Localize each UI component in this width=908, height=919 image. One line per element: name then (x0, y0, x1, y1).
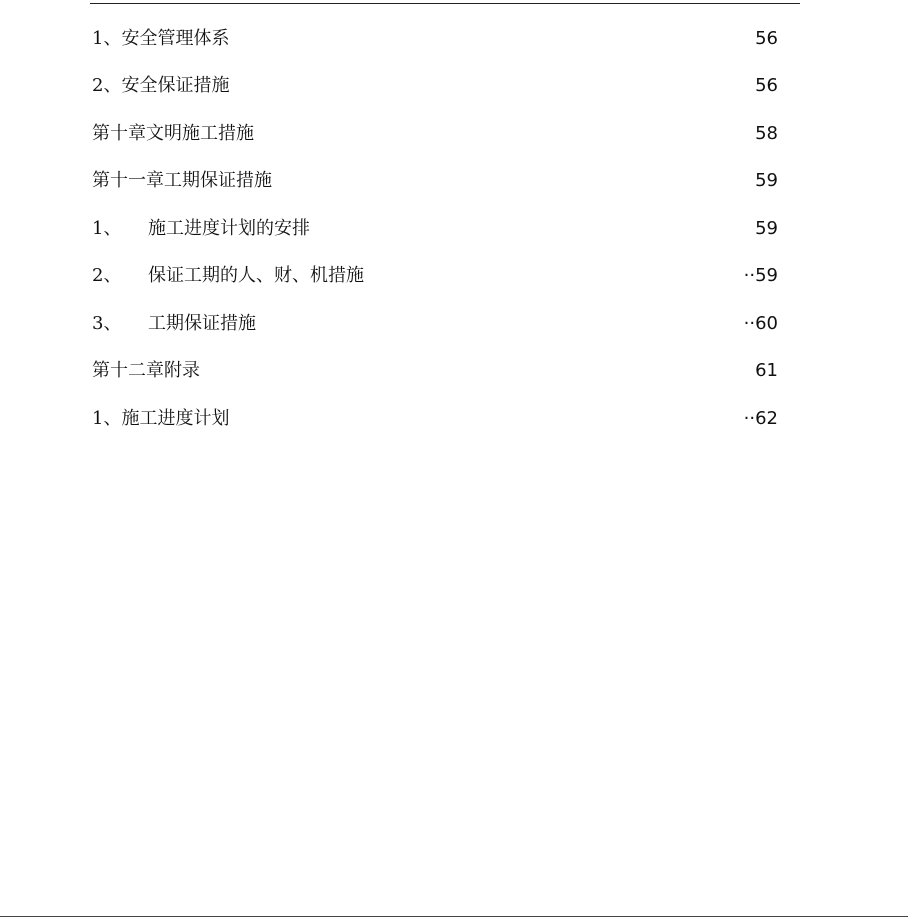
toc-dot-leader (255, 122, 754, 146)
toc-dot-leader (201, 359, 754, 383)
page-bottom-edge (0, 916, 908, 917)
toc-entry-resource-measures[interactable] (92, 253, 778, 301)
toc-entry-number: 1、 (92, 27, 122, 49)
toc-entry-title: 第十章文明施工措施 (92, 122, 254, 144)
toc-dot-leader (257, 312, 743, 336)
toc-entry-title: 安全保证措施 (121, 75, 230, 97)
toc-entry-construction-schedule[interactable] (92, 395, 778, 443)
toc-entry-schedule-arrangement[interactable] (92, 205, 778, 253)
toc-entry-number: 1、 (92, 407, 122, 429)
toc-dot-leader (230, 74, 754, 98)
toc-entry-chapter-11[interactable] (92, 158, 778, 206)
toc-entry-page: ··59 (743, 265, 778, 287)
toc-dot-leader (311, 217, 754, 241)
toc-entry-page: ··62 (743, 407, 778, 429)
toc-entry-title: 施工进度计划的安排 (148, 217, 310, 239)
toc-entry-number: 3、 (92, 312, 122, 334)
toc-entry-title: 工期保证措施 (148, 312, 256, 334)
toc-entry-number: 2、 (92, 75, 122, 97)
toc-entry-page: 56 (755, 75, 778, 97)
table-of-contents (92, 15, 778, 443)
toc-entry-page: 59 (755, 217, 778, 239)
toc-dot-leader (365, 264, 743, 288)
toc-dot-leader (230, 27, 754, 51)
header-rule (90, 3, 800, 4)
toc-entry-page: 56 (755, 27, 778, 49)
toc-dot-leader (273, 169, 754, 193)
toc-dot-leader (230, 407, 742, 431)
toc-entry-safety-management-system[interactable] (92, 15, 778, 63)
toc-entry-page: 59 (755, 170, 778, 192)
toc-entry-page: 61 (755, 360, 778, 382)
toc-entry-safety-measures[interactable] (92, 63, 778, 111)
toc-entry-title: 第十一章工期保证措施 (92, 170, 272, 192)
toc-entry-schedule-guarantee[interactable] (92, 300, 778, 348)
toc-entry-chapter-10[interactable] (92, 110, 778, 158)
toc-entry-number: 2、 (92, 265, 122, 287)
toc-entry-chapter-12[interactable] (92, 348, 778, 396)
toc-entry-number: 1、 (92, 217, 122, 239)
toc-entry-page: 58 (755, 122, 778, 144)
toc-entry-page: ··60 (743, 312, 778, 334)
toc-entry-title: 施工进度计划 (121, 407, 230, 429)
toc-entry-title: 安全管理体系 (121, 27, 230, 49)
toc-entry-title: 保证工期的人、财、机措施 (148, 265, 364, 287)
toc-entry-title: 第十二章附录 (92, 360, 200, 382)
